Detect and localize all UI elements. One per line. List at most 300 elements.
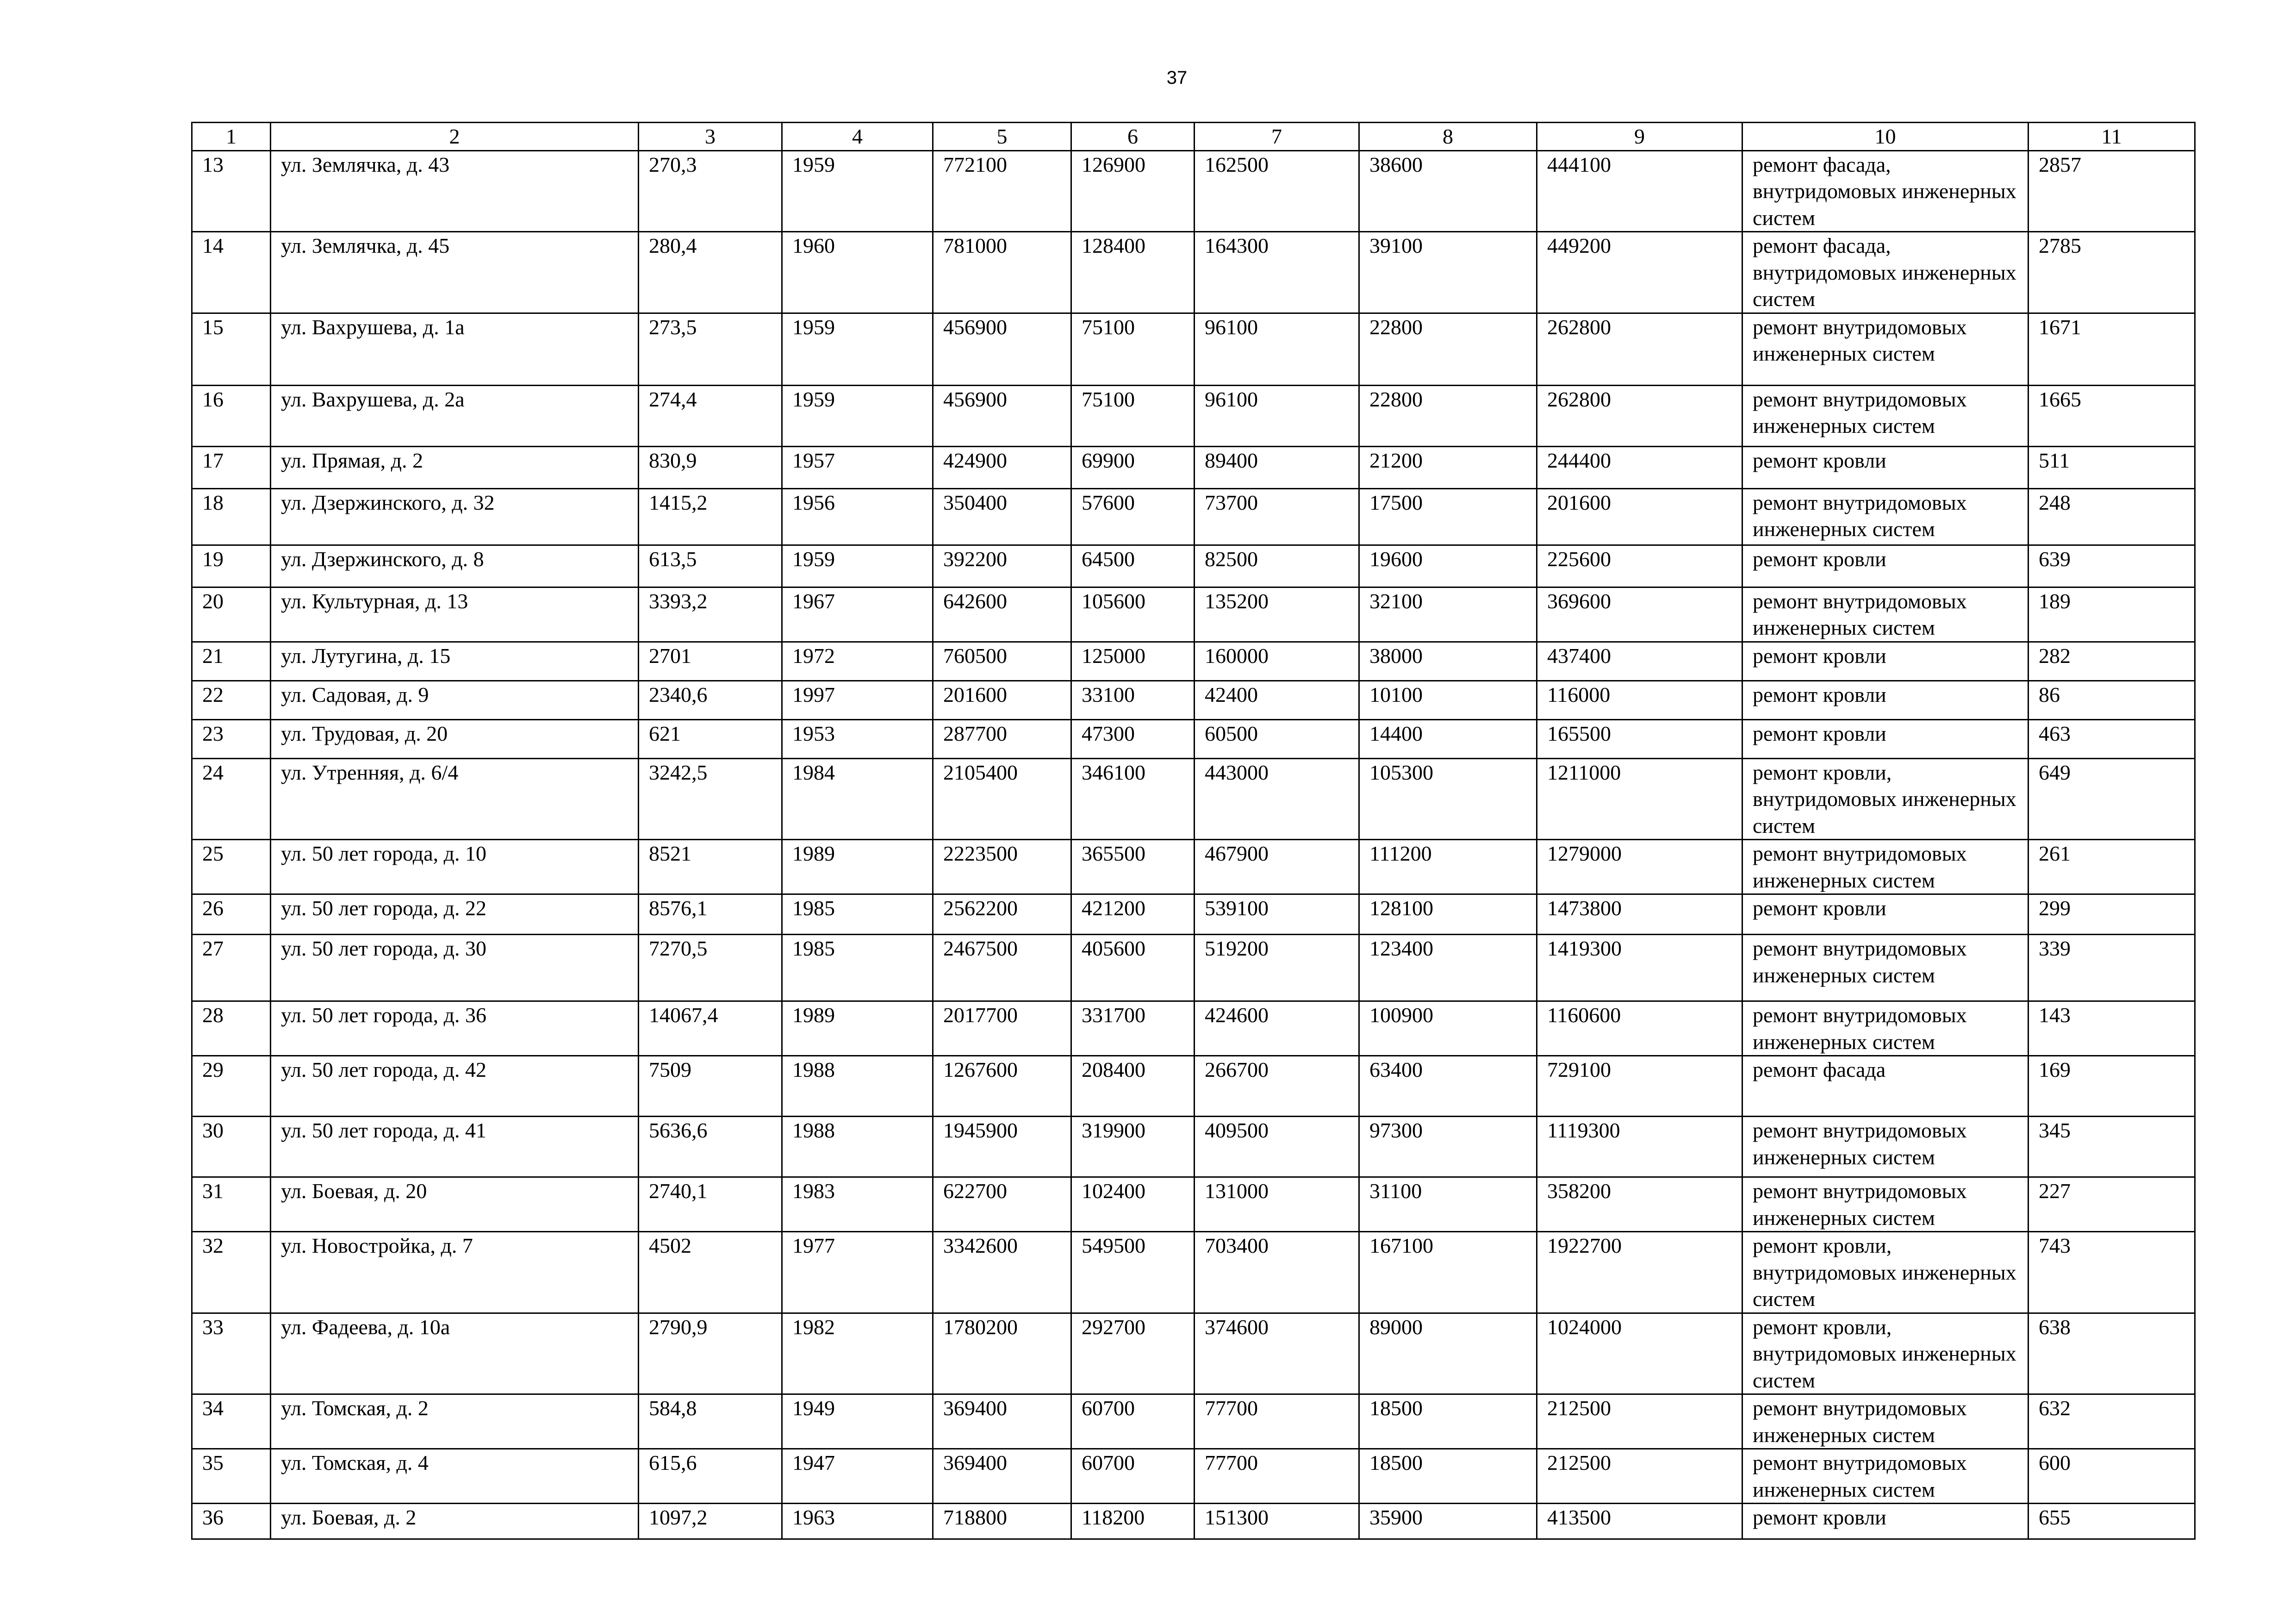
column-7-value: 424600 [1195,1001,1359,1056]
column-6-value: 47300 [1071,719,1195,758]
row-number: 24 [192,758,271,840]
column-4-value: 1977 [782,1232,933,1313]
column-9-value: 358200 [1537,1177,1742,1232]
column-3-value: 7270,5 [639,935,782,1001]
table-row [192,681,2195,719]
row-number: 14 [192,232,271,313]
column-5-value: 2017700 [933,1001,1071,1056]
column-4-value: 1953 [782,719,933,758]
column-11-value: 227 [2028,1177,2195,1232]
column-8-value: 18500 [1359,1449,1537,1504]
row-number: 31 [192,1177,271,1232]
column-5-value: 772100 [933,150,1071,232]
address: ул. Утренняя, д. 6/4 [271,758,639,840]
column-7-value: 96100 [1195,313,1359,385]
address: ул. Лутугина, д. 15 [271,642,639,681]
column-5-value: 642600 [933,587,1071,642]
repair-work-type: ремонт фасада, внутридомовых инженерных систем [1742,150,2028,232]
column-6-value: 405600 [1071,935,1195,1001]
column-11-value: 299 [2028,894,2195,935]
column-7-value: 409500 [1195,1117,1359,1177]
column-7-value: 131000 [1195,1177,1359,1232]
column-8-value: 31100 [1359,1177,1537,1232]
table-row [192,313,2195,385]
column-3-value: 2740,1 [639,1177,782,1232]
column-5-value: 350400 [933,488,1071,545]
column-5-value: 3342600 [933,1232,1071,1313]
address: ул. Новостройка, д. 7 [271,1232,639,1313]
repair-work-type: ремонт кровли [1742,681,2028,719]
column-7-value: 539100 [1195,894,1359,935]
column-6-value: 60700 [1071,1449,1195,1504]
table-row [192,1394,2195,1449]
column-7-value: 266700 [1195,1056,1359,1117]
address: ул. 50 лет города, д. 30 [271,935,639,1001]
column-3-value: 8521 [639,840,782,894]
column-9-value: 437400 [1537,642,1742,681]
column-7-value: 77700 [1195,1394,1359,1449]
column-7-value: 82500 [1195,545,1359,587]
column-9-value: 1211000 [1537,758,1742,840]
column-3-value: 5636,6 [639,1117,782,1177]
table-row [192,232,2195,313]
row-number: 32 [192,1232,271,1313]
address: ул. Землячка, д. 43 [271,150,639,232]
table-row [192,1313,2195,1394]
column-9-value: 212500 [1537,1449,1742,1504]
column-8-value: 14400 [1359,719,1537,758]
column-7-value: 703400 [1195,1232,1359,1313]
column-9-value: 1473800 [1537,894,1742,935]
repair-work-type: ремонт внутридомовых инженерных систем [1742,1394,2028,1449]
column-11-value: 189 [2028,587,2195,642]
column-5-value: 201600 [933,681,1071,719]
repair-work-type: ремонт кровли [1742,894,2028,935]
column-9-value: 444100 [1537,150,1742,232]
column-4-value: 1959 [782,150,933,232]
column-9-value: 225600 [1537,545,1742,587]
column-11-value: 169 [2028,1056,2195,1117]
repair-work-type: ремонт внутридомовых инженерных систем [1742,1001,2028,1056]
column-4-value: 1956 [782,488,933,545]
column-header-7: 7 [1195,123,1359,151]
column-3-value: 3242,5 [639,758,782,840]
column-6-value: 126900 [1071,150,1195,232]
column-6-value: 292700 [1071,1313,1195,1394]
column-9-value: 262800 [1537,385,1742,446]
address: ул. 50 лет города, д. 41 [271,1117,639,1177]
column-4-value: 1988 [782,1117,933,1177]
repair-work-type: ремонт внутридомовых инженерных систем [1742,1177,2028,1232]
row-number: 17 [192,446,271,488]
column-7-value: 160000 [1195,642,1359,681]
row-number: 22 [192,681,271,719]
column-8-value: 22800 [1359,385,1537,446]
address: ул. Боевая, д. 20 [271,1177,639,1232]
row-number: 18 [192,488,271,545]
column-11-value: 743 [2028,1232,2195,1313]
column-5-value: 456900 [933,385,1071,446]
table-row [192,840,2195,894]
repair-work-type: ремонт внутридомовых инженерных систем [1742,1449,2028,1504]
address: ул. Культурная, д. 13 [271,587,639,642]
row-number: 36 [192,1504,271,1539]
column-3-value: 613,5 [639,545,782,587]
column-5-value: 287700 [933,719,1071,758]
column-7-value: 519200 [1195,935,1359,1001]
column-header-10: 10 [1742,123,2028,151]
column-6-value: 421200 [1071,894,1195,935]
column-8-value: 105300 [1359,758,1537,840]
column-3-value: 3393,2 [639,587,782,642]
column-6-value: 69900 [1071,446,1195,488]
column-header-1: 1 [192,123,271,151]
column-9-value: 1279000 [1537,840,1742,894]
column-4-value: 1985 [782,894,933,935]
address: ул. 50 лет города, д. 36 [271,1001,639,1056]
column-11-value: 345 [2028,1117,2195,1177]
column-header-8: 8 [1359,123,1537,151]
repair-work-type: ремонт внутридомовых инженерных систем [1742,840,2028,894]
page-number: 37 [1166,68,1188,88]
column-4-value: 1989 [782,840,933,894]
column-11-value: 261 [2028,840,2195,894]
row-number: 25 [192,840,271,894]
column-8-value: 97300 [1359,1117,1537,1177]
column-7-value: 73700 [1195,488,1359,545]
table-row [192,1177,2195,1232]
row-number: 27 [192,935,271,1001]
column-9-value: 165500 [1537,719,1742,758]
table-row [192,935,2195,1001]
column-8-value: 18500 [1359,1394,1537,1449]
column-11-value: 248 [2028,488,2195,545]
column-5-value: 718800 [933,1504,1071,1539]
column-7-value: 443000 [1195,758,1359,840]
column-11-value: 655 [2028,1504,2195,1539]
address: ул. Садовая, д. 9 [271,681,639,719]
repair-work-type: ремонт фасада, внутридомовых инженерных систем [1742,232,2028,313]
column-5-value: 2105400 [933,758,1071,840]
column-8-value: 35900 [1359,1504,1537,1539]
column-3-value: 1415,2 [639,488,782,545]
column-4-value: 1957 [782,446,933,488]
column-3-value: 8576,1 [639,894,782,935]
repair-work-type: ремонт кровли, внутридомовых инженерных систем [1742,758,2028,840]
table-row [192,1449,2195,1504]
column-3-value: 2701 [639,642,782,681]
column-11-value: 86 [2028,681,2195,719]
column-4-value: 1988 [782,1056,933,1117]
column-9-value: 369600 [1537,587,1742,642]
repair-work-type: ремонт внутридомовых инженерных систем [1742,313,2028,385]
row-number: 28 [192,1001,271,1056]
column-5-value: 1780200 [933,1313,1071,1394]
column-9-value: 212500 [1537,1394,1742,1449]
column-6-value: 75100 [1071,313,1195,385]
column-8-value: 167100 [1359,1232,1537,1313]
column-4-value: 1963 [782,1504,933,1539]
column-8-value: 21200 [1359,446,1537,488]
column-8-value: 17500 [1359,488,1537,545]
address: ул. 50 лет города, д. 10 [271,840,639,894]
column-header-11: 11 [2028,123,2195,151]
column-5-value: 424900 [933,446,1071,488]
column-4-value: 1960 [782,232,933,313]
column-9-value: 1119300 [1537,1117,1742,1177]
column-7-value: 77700 [1195,1449,1359,1504]
column-5-value: 760500 [933,642,1071,681]
repair-work-type: ремонт фасада [1742,1056,2028,1117]
row-number: 33 [192,1313,271,1394]
column-6-value: 60700 [1071,1394,1195,1449]
column-8-value: 111200 [1359,840,1537,894]
column-3-value: 14067,4 [639,1001,782,1056]
column-6-value: 331700 [1071,1001,1195,1056]
column-header-3: 3 [639,123,782,151]
column-3-value: 280,4 [639,232,782,313]
column-7-value: 151300 [1195,1504,1359,1539]
column-7-value: 96100 [1195,385,1359,446]
column-11-value: 1671 [2028,313,2195,385]
column-6-value: 118200 [1071,1504,1195,1539]
address: ул. Вахрушева, д. 2а [271,385,639,446]
column-11-value: 1665 [2028,385,2195,446]
column-6-value: 128400 [1071,232,1195,313]
table-row [192,719,2195,758]
column-header-5: 5 [933,123,1071,151]
column-11-value: 638 [2028,1313,2195,1394]
column-9-value: 1024000 [1537,1313,1742,1394]
column-8-value: 123400 [1359,935,1537,1001]
column-4-value: 1949 [782,1394,933,1449]
address: ул. Трудовая, д. 20 [271,719,639,758]
row-number: 13 [192,150,271,232]
column-3-value: 2340,6 [639,681,782,719]
column-7-value: 89400 [1195,446,1359,488]
address: ул. 50 лет города, д. 42 [271,1056,639,1117]
column-7-value: 374600 [1195,1313,1359,1394]
column-6-value: 33100 [1071,681,1195,719]
table-row [192,587,2195,642]
row-number: 21 [192,642,271,681]
column-6-value: 346100 [1071,758,1195,840]
table-row [192,758,2195,840]
column-4-value: 1985 [782,935,933,1001]
column-3-value: 270,3 [639,150,782,232]
column-header-6: 6 [1071,123,1195,151]
column-3-value: 830,9 [639,446,782,488]
table-row [192,642,2195,681]
column-6-value: 64500 [1071,545,1195,587]
repair-work-type: ремонт кровли, внутридомовых инженерных систем [1742,1232,2028,1313]
repair-work-type: ремонт кровли [1742,1504,2028,1539]
column-9-value: 116000 [1537,681,1742,719]
column-11-value: 463 [2028,719,2195,758]
column-6-value: 319900 [1071,1117,1195,1177]
repair-work-type: ремонт внутридомовых инженерных систем [1742,385,2028,446]
column-9-value: 244400 [1537,446,1742,488]
column-11-value: 600 [2028,1449,2195,1504]
column-6-value: 102400 [1071,1177,1195,1232]
table-row [192,1117,2195,1177]
column-9-value: 201600 [1537,488,1742,545]
row-number: 19 [192,545,271,587]
row-number: 34 [192,1394,271,1449]
column-4-value: 1989 [782,1001,933,1056]
column-3-value: 2790,9 [639,1313,782,1394]
column-3-value: 584,8 [639,1394,782,1449]
column-6-value: 208400 [1071,1056,1195,1117]
column-8-value: 38000 [1359,642,1537,681]
address: ул. Вахрушева, д. 1а [271,313,639,385]
column-6-value: 57600 [1071,488,1195,545]
column-4-value: 1959 [782,545,933,587]
repair-work-type: ремонт внутридомовых инженерных систем [1742,587,2028,642]
column-11-value: 282 [2028,642,2195,681]
repair-work-type: ремонт внутридомовых инженерных систем [1742,488,2028,545]
column-5-value: 369400 [933,1394,1071,1449]
column-4-value: 1947 [782,1449,933,1504]
column-11-value: 649 [2028,758,2195,840]
column-3-value: 274,4 [639,385,782,446]
table-row [192,894,2195,935]
column-3-value: 4502 [639,1232,782,1313]
column-8-value: 19600 [1359,545,1537,587]
repair-work-type: ремонт кровли [1742,545,2028,587]
column-6-value: 105600 [1071,587,1195,642]
column-3-value: 621 [639,719,782,758]
column-11-value: 339 [2028,935,2195,1001]
repair-work-type: ремонт внутридомовых инженерных систем [1742,935,2028,1001]
column-4-value: 1997 [782,681,933,719]
column-5-value: 781000 [933,232,1071,313]
column-6-value: 549500 [1071,1232,1195,1313]
column-11-value: 2785 [2028,232,2195,313]
column-8-value: 38600 [1359,150,1537,232]
table-row [192,1232,2195,1313]
column-4-value: 1983 [782,1177,933,1232]
row-number: 26 [192,894,271,935]
column-4-value: 1982 [782,1313,933,1394]
address: ул. Прямая, д. 2 [271,446,639,488]
column-3-value: 273,5 [639,313,782,385]
repair-work-type: ремонт кровли, внутридомовых инженерных систем [1742,1313,2028,1394]
address: ул. Томская, д. 4 [271,1449,639,1504]
table-row [192,446,2195,488]
column-7-value: 135200 [1195,587,1359,642]
column-4-value: 1959 [782,385,933,446]
column-9-value: 413500 [1537,1504,1742,1539]
column-8-value: 39100 [1359,232,1537,313]
column-11-value: 511 [2028,446,2195,488]
table-row [192,545,2195,587]
column-header-9: 9 [1537,123,1742,151]
column-11-value: 2857 [2028,150,2195,232]
table-row [192,150,2195,232]
column-5-value: 2562200 [933,894,1071,935]
row-number: 23 [192,719,271,758]
column-7-value: 467900 [1195,840,1359,894]
column-5-value: 456900 [933,313,1071,385]
address: ул. Дзержинского, д. 32 [271,488,639,545]
column-5-value: 2467500 [933,935,1071,1001]
row-number: 30 [192,1117,271,1177]
column-header-4: 4 [782,123,933,151]
table-row [192,488,2195,545]
column-9-value: 1160600 [1537,1001,1742,1056]
address: ул. Томская, д. 2 [271,1394,639,1449]
column-11-value: 632 [2028,1394,2195,1449]
row-number: 35 [192,1449,271,1504]
address: ул. Фадеева, д. 10а [271,1313,639,1394]
column-5-value: 369400 [933,1449,1071,1504]
column-4-value: 1984 [782,758,933,840]
repair-work-type: ремонт внутридомовых инженерных систем [1742,1117,2028,1177]
row-number: 15 [192,313,271,385]
column-4-value: 1967 [782,587,933,642]
table-row [192,1056,2195,1117]
column-5-value: 2223500 [933,840,1071,894]
repair-work-type: ремонт кровли [1742,719,2028,758]
row-number: 29 [192,1056,271,1117]
column-8-value: 100900 [1359,1001,1537,1056]
column-9-value: 262800 [1537,313,1742,385]
column-11-value: 143 [2028,1001,2195,1056]
column-5-value: 1945900 [933,1117,1071,1177]
column-6-value: 125000 [1071,642,1195,681]
column-8-value: 63400 [1359,1056,1537,1117]
column-4-value: 1959 [782,313,933,385]
column-9-value: 1922700 [1537,1232,1742,1313]
buildings-table [191,122,2196,1540]
column-6-value: 365500 [1071,840,1195,894]
column-3-value: 615,6 [639,1449,782,1504]
column-9-value: 449200 [1537,232,1742,313]
table-row [192,1001,2195,1056]
column-5-value: 392200 [933,545,1071,587]
column-4-value: 1972 [782,642,933,681]
column-9-value: 729100 [1537,1056,1742,1117]
column-7-value: 60500 [1195,719,1359,758]
table-row [192,385,2195,446]
repair-work-type: ремонт кровли [1742,446,2028,488]
column-8-value: 32100 [1359,587,1537,642]
address: ул. Землячка, д. 45 [271,232,639,313]
column-8-value: 22800 [1359,313,1537,385]
column-7-value: 42400 [1195,681,1359,719]
column-number-row [192,123,2195,151]
address: ул. 50 лет города, д. 22 [271,894,639,935]
repair-work-type: ремонт кровли [1742,642,2028,681]
address: ул. Боевая, д. 2 [271,1504,639,1539]
row-number: 20 [192,587,271,642]
column-5-value: 1267600 [933,1056,1071,1117]
column-8-value: 10100 [1359,681,1537,719]
column-8-value: 128100 [1359,894,1537,935]
address: ул. Дзержинского, д. 8 [271,545,639,587]
row-number: 16 [192,385,271,446]
column-7-value: 164300 [1195,232,1359,313]
column-3-value: 1097,2 [639,1504,782,1539]
column-5-value: 622700 [933,1177,1071,1232]
column-6-value: 75100 [1071,385,1195,446]
table-row [192,1504,2195,1539]
column-header-2: 2 [271,123,639,151]
column-8-value: 89000 [1359,1313,1537,1394]
column-7-value: 162500 [1195,150,1359,232]
column-11-value: 639 [2028,545,2195,587]
